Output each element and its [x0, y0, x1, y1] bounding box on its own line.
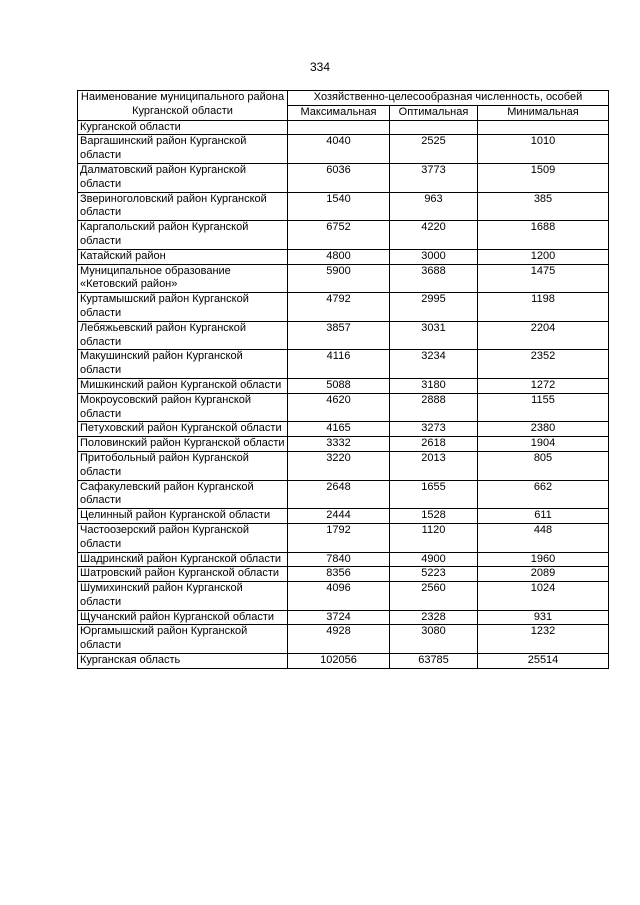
district-name-cell: Мокроусовский район Курганской области	[78, 393, 288, 422]
opt-value-cell: 3180	[390, 378, 478, 393]
table-row	[78, 451, 609, 480]
district-name-cell: Щучанский район Курганской области	[78, 610, 288, 625]
max-value-cell: 6752	[288, 221, 390, 250]
population-table	[77, 90, 609, 669]
min-value-cell: 931	[478, 610, 609, 625]
min-value-cell: 1272	[478, 378, 609, 393]
district-name-cell: Шатровский район Курганской области	[78, 567, 288, 582]
carryover-row	[78, 120, 609, 135]
table-row	[78, 264, 609, 293]
opt-value-cell: 2525	[390, 135, 478, 164]
district-name-cell: Лебяжьевский район Курганской области	[78, 321, 288, 350]
min-value-cell: 1904	[478, 437, 609, 452]
min-value-cell: 25514	[478, 654, 609, 669]
max-value-cell: 3724	[288, 610, 390, 625]
opt-value-cell: 5223	[390, 567, 478, 582]
table-row	[78, 582, 609, 611]
min-value-cell: 662	[478, 480, 609, 509]
max-value-cell: 4165	[288, 422, 390, 437]
table-row	[78, 625, 609, 654]
table-row	[78, 378, 609, 393]
opt-value-cell: 2013	[390, 451, 478, 480]
min-value-cell: 1010	[478, 135, 609, 164]
max-value-cell: 3220	[288, 451, 390, 480]
table-row	[78, 350, 609, 379]
min-value-cell: 2352	[478, 350, 609, 379]
opt-value-cell: 3031	[390, 321, 478, 350]
min-value-cell: 1024	[478, 582, 609, 611]
table-row	[78, 422, 609, 437]
opt-value-cell: 63785	[390, 654, 478, 669]
district-name-cell: Макушинский район Курганской области	[78, 350, 288, 379]
min-value-cell: 1198	[478, 293, 609, 322]
opt-value-cell: 1655	[390, 480, 478, 509]
district-name-cell: Катайский район	[78, 249, 288, 264]
table-row	[78, 654, 609, 669]
min-value-cell: 2380	[478, 422, 609, 437]
table-row	[78, 552, 609, 567]
district-name-cell: Шадринский район Курганской области	[78, 552, 288, 567]
district-name-cell: Каргапольский район Курганской области	[78, 221, 288, 250]
opt-value-cell: 3234	[390, 350, 478, 379]
min-value-cell: 1200	[478, 249, 609, 264]
min-value-cell: 1509	[478, 163, 609, 192]
opt-value-cell: 3080	[390, 625, 478, 654]
opt-value-cell: 2888	[390, 393, 478, 422]
max-value-cell: 2648	[288, 480, 390, 509]
table-row	[78, 610, 609, 625]
min-value-cell: 1960	[478, 552, 609, 567]
opt-value-cell: 1528	[390, 509, 478, 524]
max-value-cell: 3332	[288, 437, 390, 452]
max-value-cell: 4620	[288, 393, 390, 422]
opt-value-cell: 2995	[390, 293, 478, 322]
table-row	[78, 393, 609, 422]
carryover-name: Курганской области	[78, 120, 288, 135]
district-name-cell: Целинный район Курганской области	[78, 509, 288, 524]
table-row	[78, 221, 609, 250]
district-name-cell: Далматовский район Курганской области	[78, 163, 288, 192]
table-row	[78, 135, 609, 164]
table-row	[78, 523, 609, 552]
district-name-cell: Петуховский район Курганской области	[78, 422, 288, 437]
table-row	[78, 321, 609, 350]
opt-value-cell: 3273	[390, 422, 478, 437]
district-name-cell: Частоозерский район Курганской области	[78, 523, 288, 552]
opt-value-cell: 2328	[390, 610, 478, 625]
max-value-cell: 4096	[288, 582, 390, 611]
min-value-cell: 385	[478, 192, 609, 221]
max-value-cell: 7840	[288, 552, 390, 567]
carryover-empty	[390, 120, 478, 135]
table-row	[78, 567, 609, 582]
district-name-cell: Муниципальное образование «Кетовский район»	[78, 264, 288, 293]
min-value-cell: 1688	[478, 221, 609, 250]
district-name-cell: Сафакулевский район Курганской области	[78, 480, 288, 509]
max-value-cell: 5900	[288, 264, 390, 293]
header-min: Минимальная	[478, 105, 609, 120]
max-value-cell: 4116	[288, 350, 390, 379]
opt-value-cell: 2560	[390, 582, 478, 611]
header-population-group: Хозяйственно-целесообразная численность, особей	[288, 91, 609, 106]
max-value-cell: 6036	[288, 163, 390, 192]
opt-value-cell: 2618	[390, 437, 478, 452]
min-value-cell: 1155	[478, 393, 609, 422]
min-value-cell: 1475	[478, 264, 609, 293]
max-value-cell: 4928	[288, 625, 390, 654]
district-name-cell: Мишкинский район Курганской области	[78, 378, 288, 393]
header-opt: Оптимальная	[390, 105, 478, 120]
header-row	[78, 91, 609, 106]
table-row	[78, 437, 609, 452]
max-value-cell: 1540	[288, 192, 390, 221]
opt-value-cell: 4220	[390, 221, 478, 250]
district-name-cell: Куртамышский район Курганской области	[78, 293, 288, 322]
page-number: 334	[309, 60, 331, 74]
max-value-cell: 102056	[288, 654, 390, 669]
table-row	[78, 293, 609, 322]
opt-value-cell: 3000	[390, 249, 478, 264]
table-row	[78, 192, 609, 221]
min-value-cell: 448	[478, 523, 609, 552]
district-name-cell: Звериноголовский район Курганской области	[78, 192, 288, 221]
opt-value-cell: 963	[390, 192, 478, 221]
table-row	[78, 249, 609, 264]
min-value-cell: 805	[478, 451, 609, 480]
min-value-cell: 1232	[478, 625, 609, 654]
opt-value-cell: 1120	[390, 523, 478, 552]
carryover-empty	[288, 120, 390, 135]
min-value-cell: 2089	[478, 567, 609, 582]
header-max: Максимальная	[288, 105, 390, 120]
opt-value-cell: 3688	[390, 264, 478, 293]
table-row	[78, 163, 609, 192]
max-value-cell: 5088	[288, 378, 390, 393]
district-name-cell: Курганская область	[78, 654, 288, 669]
opt-value-cell: 3773	[390, 163, 478, 192]
table-row	[78, 480, 609, 509]
header-district-name: Наименование муниципального района Курганской области	[78, 91, 288, 121]
district-name-cell: Притобольный район Курганской области	[78, 451, 288, 480]
max-value-cell: 4792	[288, 293, 390, 322]
district-name-cell: Юргамышский район Курганской области	[78, 625, 288, 654]
district-name-cell: Шумихинский район Курганской области	[78, 582, 288, 611]
max-value-cell: 4040	[288, 135, 390, 164]
max-value-cell: 8356	[288, 567, 390, 582]
district-name-cell: Варгашинский район Курганской области	[78, 135, 288, 164]
max-value-cell: 3857	[288, 321, 390, 350]
min-value-cell: 2204	[478, 321, 609, 350]
max-value-cell: 1792	[288, 523, 390, 552]
min-value-cell: 611	[478, 509, 609, 524]
max-value-cell: 4800	[288, 249, 390, 264]
max-value-cell: 2444	[288, 509, 390, 524]
carryover-empty	[478, 120, 609, 135]
opt-value-cell: 4900	[390, 552, 478, 567]
district-name-cell: Половинский район Курганской области	[78, 437, 288, 452]
table-row	[78, 509, 609, 524]
